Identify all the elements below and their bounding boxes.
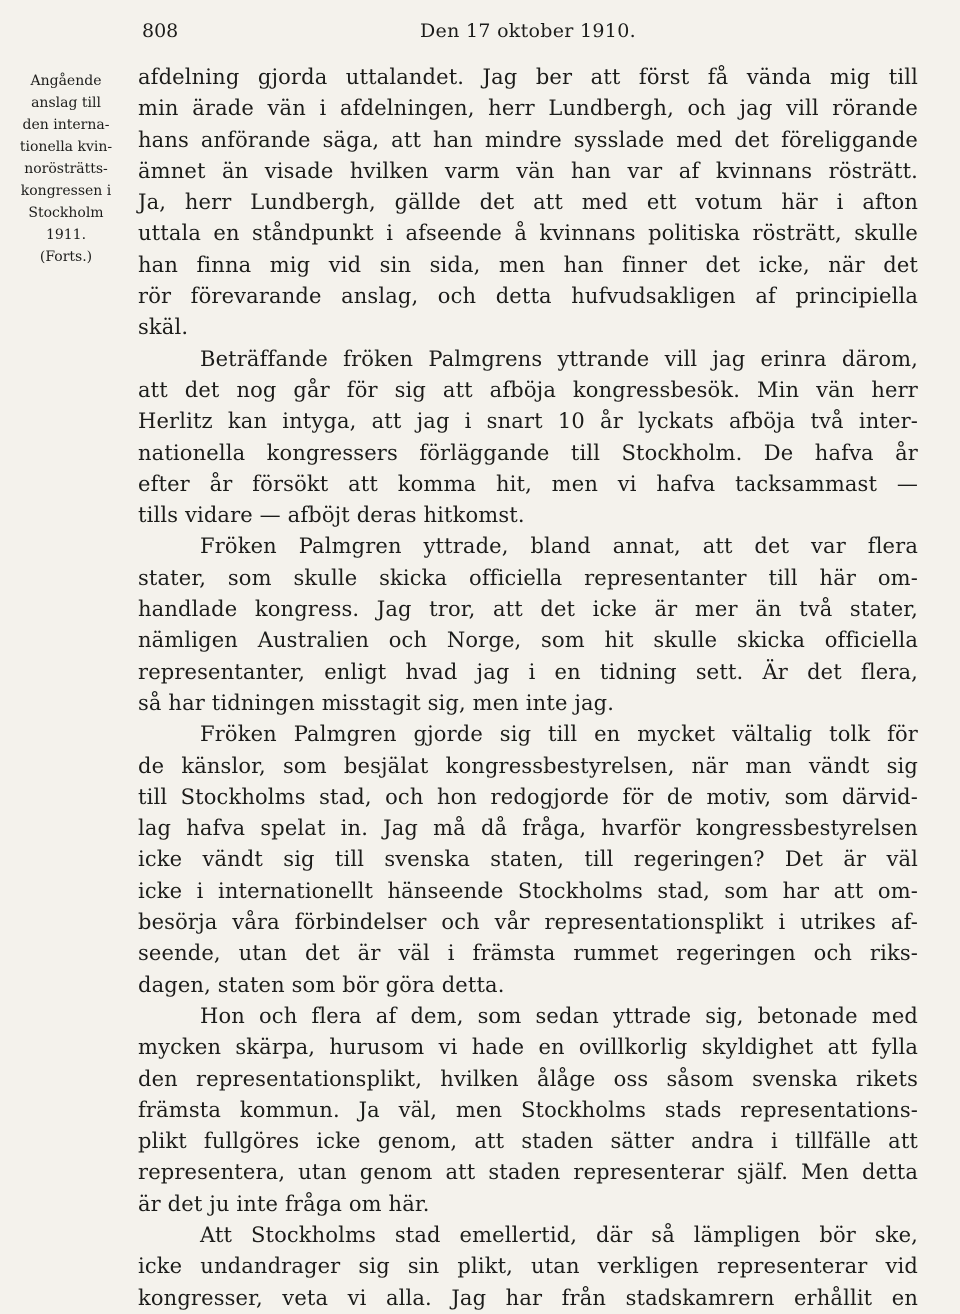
- text-line: rör förevarande anslag, och detta hufvudsakligen af principiella: [138, 284, 918, 309]
- text-line: efter år försökt att komma hit, men vi hafva tacksammast —: [138, 471, 918, 496]
- text-line: seende, utan det är väl i främsta rummet regeringen och riks-: [138, 941, 918, 966]
- text-line: plikt fullgöres icke genom, att staden sätter andra i tillfälle att: [138, 1129, 918, 1154]
- text-line: är det ju inte fråga om här.: [138, 1191, 430, 1216]
- text-line: icke vändt sig till svenska staten, till regeringen? Det är väl: [138, 847, 918, 872]
- text-line: Ja, herr Lundbergh, gällde det att med ett votum här i afton: [138, 190, 918, 215]
- text-line: mycken skärpa, hurusom vi hade en ovillkorlig skyldighet att fylla: [138, 1035, 918, 1060]
- paragraph-start-line: Fröken Palmgren gjorde sig till en mycket vältalig tolk för: [200, 722, 918, 747]
- text-line: besörja våra förbindelser och vår representationsplikt i utrikes af-: [138, 910, 918, 935]
- margin-note-line: norösträtts-: [24, 161, 108, 177]
- text-line: tills vidare — afböjt deras hitkomst.: [138, 503, 525, 528]
- margin-note-line: Angående: [30, 73, 102, 89]
- margin-note-line: anslag till: [31, 95, 101, 111]
- text-line: lag hafva spelat in. Jag må då fråga, hvarför kongressbestyrelsen: [138, 816, 918, 841]
- text-line: afdelning gjorda uttalandet. Jag ber att först få vända mig till: [138, 65, 918, 89]
- text-line: nationella kongressers förläggande till Stockholm. De hafva år: [138, 440, 918, 465]
- text-line: kongresser, veta vi alla. Jag har från stadskamrern erhållit en: [138, 1285, 918, 1310]
- text-line: hans anförande säga, att han mindre sysslade med det föreliggande: [138, 127, 918, 152]
- text-line: främsta kommun. Ja väl, men Stockholms stads representations-: [138, 1097, 918, 1122]
- text-line: Herlitz kan intyga, att jag i snart 10 år lyckats afböja två inter-: [138, 409, 918, 434]
- paragraph-start-line: Att Stockholms stad emellertid, där så lämpligen bör ske,: [200, 1222, 918, 1247]
- paragraph-start-line: Fröken Palmgren yttrade, bland annat, att det var flera: [200, 534, 918, 559]
- text-line: skäl.: [138, 315, 189, 340]
- margin-note-line: den interna-: [22, 117, 110, 133]
- margin-note: [2, 70, 130, 268]
- text-line: icke undandrager sig sin plikt, utan verkligen representerar vid: [138, 1254, 918, 1279]
- text-line: ämnet än visade hvilken varm vän han var af kvinnans rösträtt.: [138, 158, 918, 183]
- text-line: nämligen Australien och Norge, som hit skulle skicka officiella: [138, 628, 918, 653]
- margin-note-line: tionella kvin-: [19, 139, 113, 155]
- text-line: representanter, enligt hvad jag i en tidning sett. Är det flera,: [138, 659, 918, 684]
- margin-note-line: 1911.: [45, 227, 87, 243]
- margin-note-line: kongressen i: [20, 183, 112, 199]
- text-line: att det nog går för sig att afböja kongressbesök. Min vän herr: [138, 377, 918, 402]
- text-line: till Stockholms stad, och hon redogjorde för de motiv, som därvid-: [138, 784, 918, 809]
- margin-note-line: Stockholm: [28, 205, 104, 221]
- text-line: stater, som skulle skicka officiella representanter till här om-: [138, 565, 918, 590]
- text-line: icke i internationellt hänseende Stockholms stad, som har att om-: [138, 878, 918, 903]
- page-number: 808: [142, 20, 179, 42]
- text-line: den representationsplikt, hvilken ålåge oss såsom svenska rikets: [138, 1066, 918, 1091]
- paragraph-start-line: Hon och flera af dem, som sedan yttrade sig, betonade med: [200, 1003, 918, 1028]
- text-line: han finna mig vid sin sida, men han finner det icke, när det: [138, 252, 918, 277]
- body-text: [138, 62, 918, 1314]
- page-header: [0, 14, 960, 54]
- text-line: dagen, staten som bör göra detta.: [138, 972, 505, 997]
- text-line: så har tidningen misstagit sig, men inte jag.: [138, 690, 615, 715]
- running-head: Den 17 oktober 1910.: [420, 20, 636, 42]
- text-line: representera, utan genom att staden representerar själf. Men detta: [138, 1160, 918, 1185]
- paragraph-start-line: Beträffande fröken Palmgrens yttrande vill jag erinra därom,: [200, 346, 918, 371]
- text-line: handlade kongress. Jag tror, att det icke är mer än två stater,: [138, 597, 918, 622]
- text-line: de känslor, som besjälat kongressbestyrelsen, när man vändt sig: [138, 753, 918, 778]
- margin-note-line: (Forts.): [39, 249, 93, 265]
- text-line: min ärade vän i afdelningen, herr Lundbergh, och jag vill rörande: [138, 96, 918, 121]
- text-line: uttala en ståndpunkt i afseende å kvinnans politiska rösträtt, skulle: [138, 221, 918, 246]
